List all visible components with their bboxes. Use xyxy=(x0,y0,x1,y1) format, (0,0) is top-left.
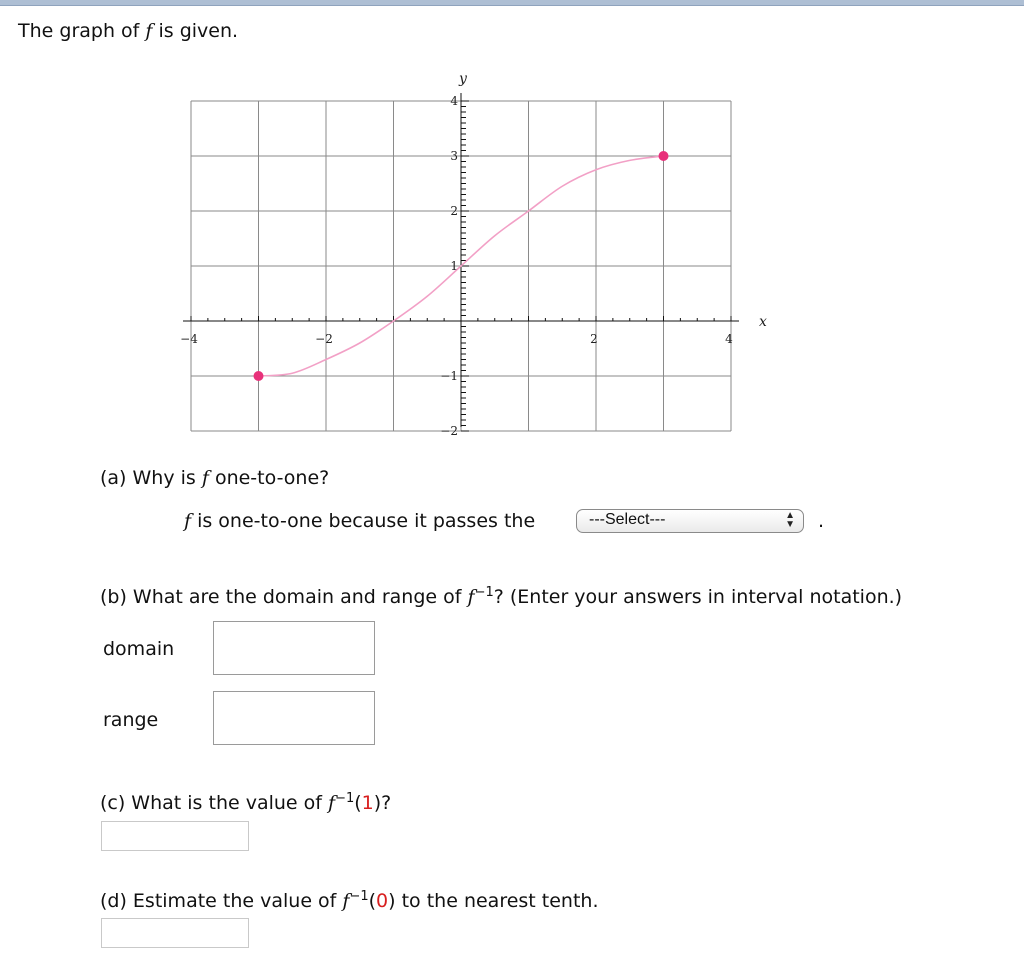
part-a-func: f xyxy=(201,467,209,489)
part-c-open-paren: ( xyxy=(354,792,362,814)
part-a-question xyxy=(100,467,329,489)
part-d-prefix: (d) Estimate the value of xyxy=(100,890,337,912)
graph-axes xyxy=(183,93,739,431)
part-a-prefix: (a) Why is xyxy=(100,467,196,489)
part-b-func: f xyxy=(467,586,475,608)
part-d-func: f xyxy=(342,890,350,912)
select-arrows-icon: ▲ ▼ xyxy=(785,510,795,530)
domain-input[interactable] xyxy=(213,621,375,675)
part-c-close-paren: )? xyxy=(373,792,392,814)
part-a-answer-func: f xyxy=(184,510,192,532)
part-c-exp: −1 xyxy=(335,791,355,806)
y-tick-label: 3 xyxy=(450,149,458,163)
y-axis-label: y xyxy=(459,71,467,87)
range-input[interactable] xyxy=(213,691,375,745)
y-tick-label: −2 xyxy=(440,424,458,438)
top-border xyxy=(0,0,1024,6)
y-tick-label: −1 xyxy=(440,369,458,383)
x-tick-label: −4 xyxy=(180,332,198,346)
range-label: range xyxy=(103,709,159,731)
part-c-question xyxy=(100,792,391,814)
part-a-suffix: one-to-one? xyxy=(214,467,330,489)
part-b-suffix: ? (Enter your answers in interval notation.) xyxy=(493,586,903,608)
y-tick-label: 1 xyxy=(450,259,458,273)
y-tick-label: 4 xyxy=(450,94,458,108)
intro-func: f xyxy=(145,20,153,42)
part-c-answer-input[interactable] xyxy=(101,821,249,851)
part-d-question xyxy=(100,890,599,912)
domain-label: domain xyxy=(103,638,175,660)
intro-suffix: is given. xyxy=(158,20,239,42)
intro-prefix: The graph of xyxy=(18,20,140,42)
part-a-period: . xyxy=(818,510,825,532)
part-a-answer-line xyxy=(184,510,535,532)
x-tick-label: −2 xyxy=(315,332,333,346)
part-d-open-paren: ( xyxy=(368,890,377,912)
part-b-exp: −1 xyxy=(474,585,494,600)
function-graph xyxy=(170,65,770,445)
endpoint-dot xyxy=(254,371,264,381)
test-select-dropdown[interactable] xyxy=(576,509,804,533)
part-c-prefix: (c) What is the value of xyxy=(100,792,322,814)
x-axis-label: x xyxy=(759,314,767,330)
endpoint-dot xyxy=(659,151,669,161)
part-a-answer-text: is one-to-one because it passes the xyxy=(197,510,536,532)
part-b-prefix: (b) What are the domain and range of xyxy=(100,586,462,608)
problem-intro xyxy=(18,20,238,42)
x-tick-label: 4 xyxy=(725,332,733,346)
part-d-exp: −1 xyxy=(349,889,369,904)
part-c-func: f xyxy=(328,792,336,814)
part-d-close-paren: ) xyxy=(388,890,396,912)
y-tick-label: 2 xyxy=(450,204,458,218)
x-tick-label: 2 xyxy=(590,332,598,346)
select-value: ---Select--- xyxy=(589,511,666,528)
part-d-argument: 0 xyxy=(376,890,389,912)
part-b-question xyxy=(100,586,902,608)
part-c-argument: 1 xyxy=(361,792,374,814)
part-d-answer-input[interactable] xyxy=(101,918,249,948)
part-d-suffix: to the nearest tenth. xyxy=(401,890,599,912)
